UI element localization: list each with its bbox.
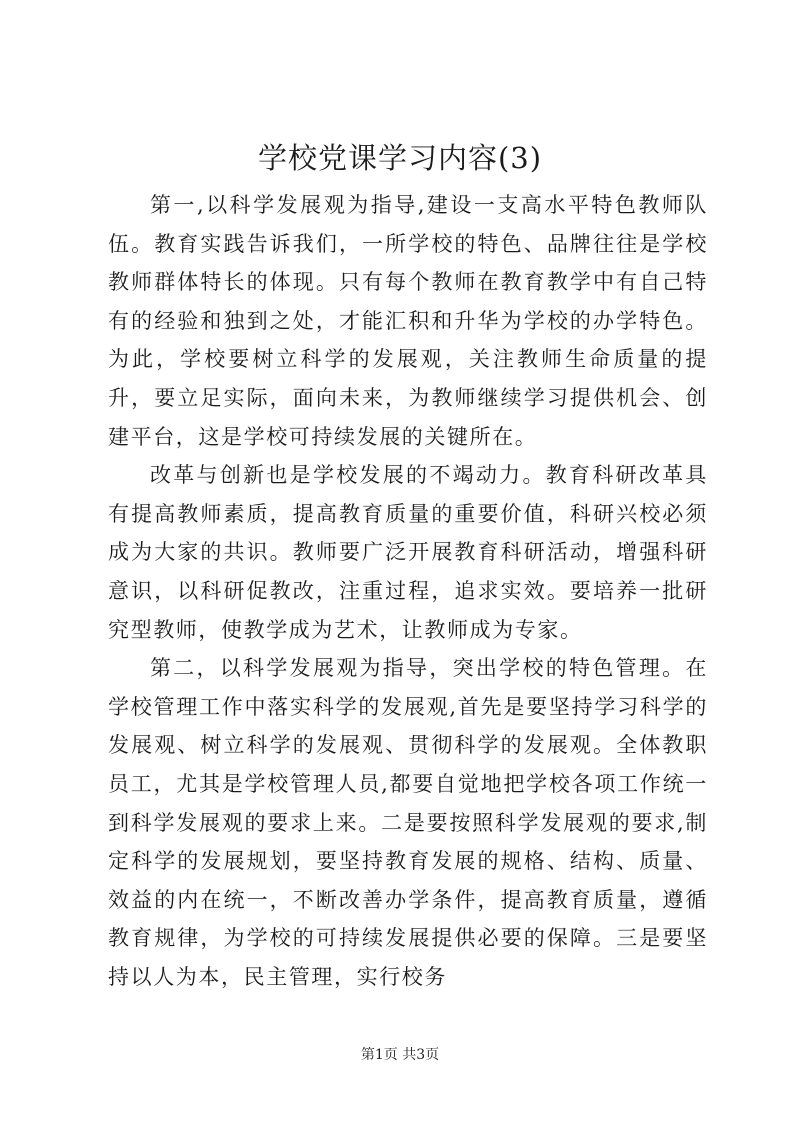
paragraph-1: 第一,以科学发展观为指导,建设一支高水平特色教师队伍。教育实践告诉我们，一所学校的特色、品牌往往是学校教师群体特长的体现。只有每个教师在教育教学中有自己特有的经验和独到之处，才能汇积和升华为学校的办学特色。为此，学校要树立科学的发展观，关注教师生命质量的提升，要立足实际，面向未来，为教师继续学习提供机会、创建平台，这是学校可持续发展的关键所在。 — [108, 193, 708, 449]
document-title: 学校党课学习内容(3) — [257, 141, 543, 175]
document-body — [108, 186, 708, 996]
page-number-footer: 第1页 共3页 — [360, 1047, 440, 1063]
paragraph-2: 改革与创新也是学校发展的不竭动力。教育科研改革具有提高教师素质，提高教育质量的重要价值，科研兴校必须成为大家的共识。教师要广泛开展教育科研活动，增强科研意识，以科研促教改，注重过程，追求实效。要培养一批研究型教师，使教学成为艺术，让教师成为专家。 — [108, 463, 708, 642]
paragraph-3: 第二，以科学发展观为指导，突出学校的特色管理。在学校管理工作中落实科学的发展观,首先是要坚持学习科学的发展观、树立科学的发展观、贯彻科学的发展观。全体教职员工，尤其是学校管理人员,都要自觉地把学校各项工作统一到科学发展观的要求上来。二是要按照科学发展观的要求,制定科学的发展规划，要坚持教育发展的规格、结构、质量、效益的内在统一，不断改善办学条件，提高教育质量，遵循教育规律，为学校的可持续发展提供必要的保障。三是要坚持以人为本，民主管理，实行校务 — [108, 656, 708, 989]
